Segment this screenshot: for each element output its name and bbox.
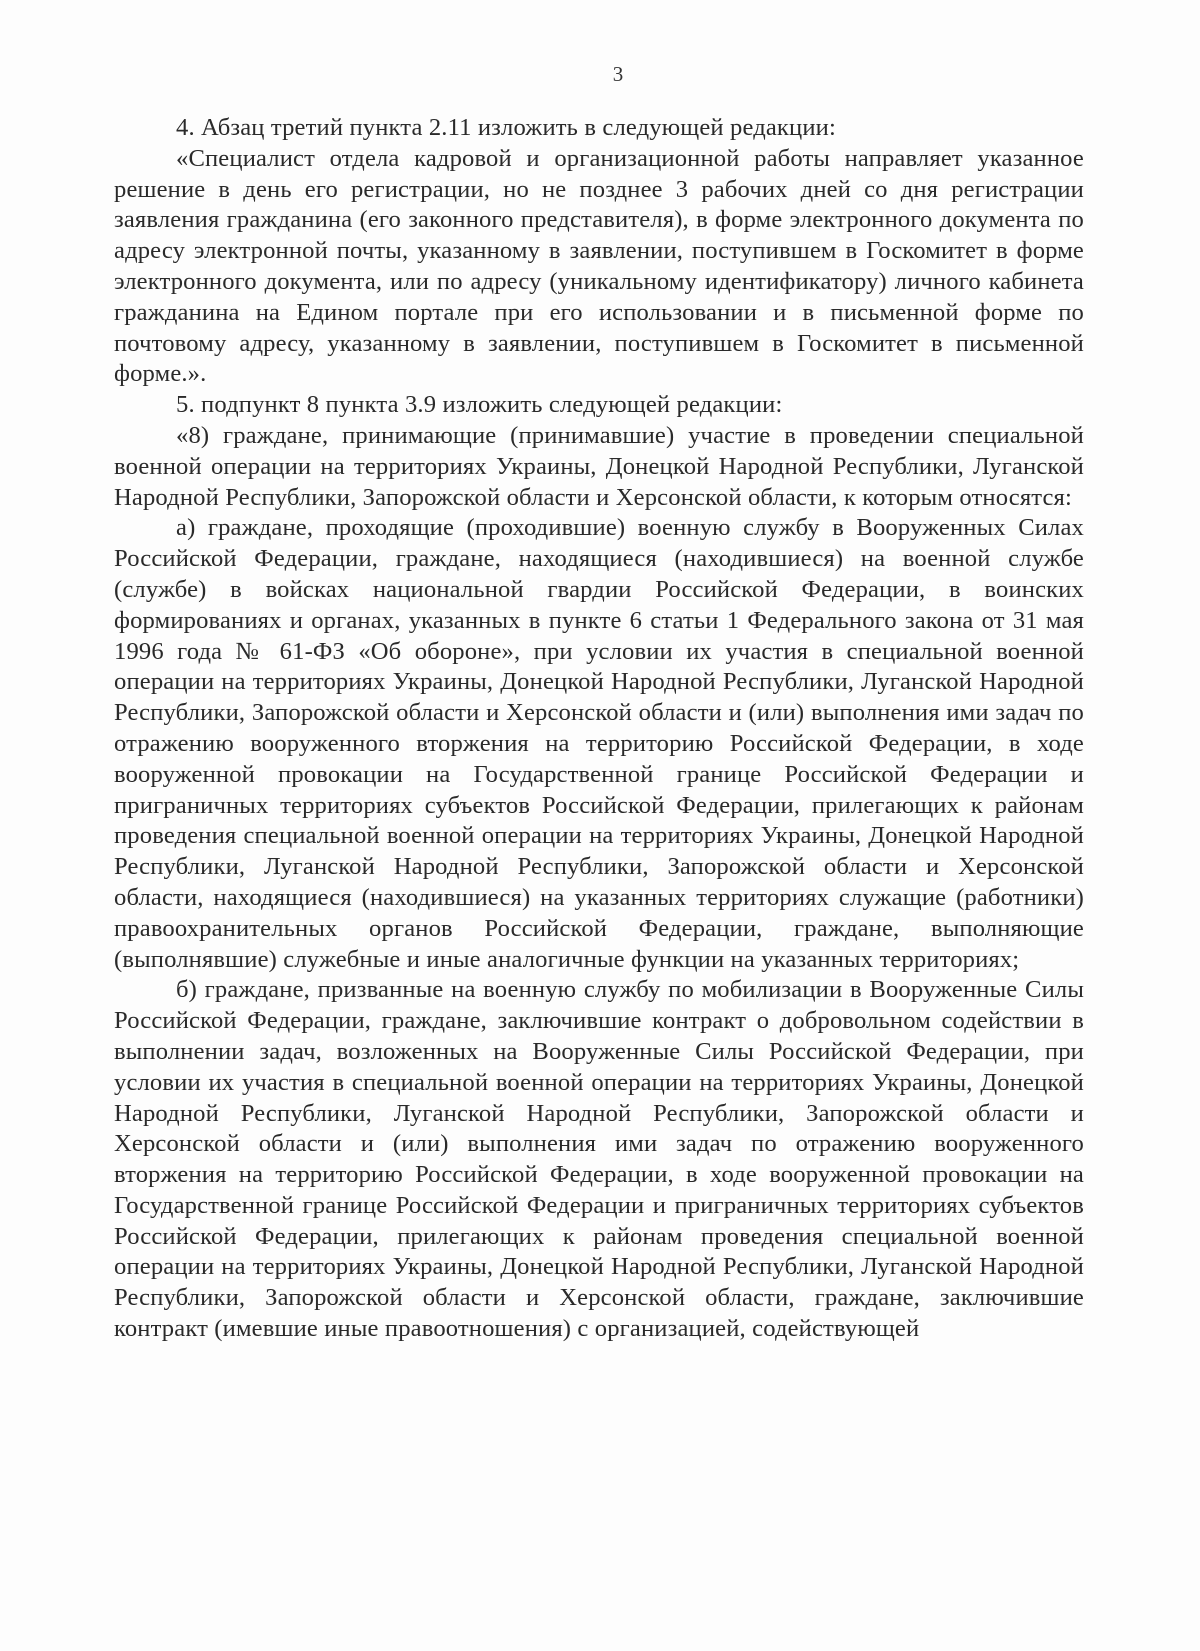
paragraph-item-4-header: 4. Абзац третий пункта 2.11 изложить в следующей редакции: <box>176 114 836 141</box>
paragraph-subitem-b: б) граждане, призванные на военную службу по мобилизации в Вооруженные Силы Российской Федерации, граждане, заключившие контракт о добровольном содействии в выполнении задач, возложенных на Вооруженные Силы Российской Федерации, при условии их участия в специальной военной операции на территориях Украины, Донецкой Народной Республики, Луганской Народной Республики, Запорожской области и Херсонской области и (или) выполнения ими задач по отражению вооруженного вторжения на территорию Российской Федерации, в ходе вооруженной провокации на Государственной границе Российской Федерации и приграничных территориях субъектов Российской Федерации, прилегающих к районам проведения специальной военной операции на территориях Украины, Донецкой Народной Республики, Луганской Народной Республики, Запорожской области и Херсонской области, граждане, заключившие контракт (имевшие иные правоотношения) с организацией, содействующей <box>114 976 1084 1343</box>
paragraph-item-5-header: 5. подпункт 8 пункта 3.9 изложить следующей редакции: <box>176 391 783 419</box>
paragraph-subitem-8: «8) граждане, принимающие (принимавшие) участие в проведении специальной военной операции на территориях Украины, Донецкой Народной Республики, Луганской Народной Республики, Запорожской области и Херсонской области, к которым относятся: <box>114 421 1084 511</box>
page-number: 3 <box>612 62 624 86</box>
paragraph-item-4-quote: «Специалист отдела кадровой и организационной работы направляет указанное решение в день его регистрации, но не позднее 3 рабочих дней со дня регистрации заявления гражданина (его законного представителя), в форме электронного документа по адресу электронной почты, указанному в заявлении, поступившем в Госкомитет в форме электронного документа, или по адресу (уникальному идентификатору) личного кабинета гражданина на Едином портале при его использовании и в письменной форме по почтовому адресу, указанному в заявлении, поступившем в Госкомитет в письменной форме.». <box>114 144 1084 388</box>
paragraph-subitem-a: а) граждане, проходящие (проходившие) военную службу в Вооруженных Силах Российской Федерации, граждане, находящиеся (находившиеся) на военной службе (службе) в войсках национальной гвардии Российской Федерации, в воинских формированиях и органах, указанных в пункте 6 статьи 1 Федерального закона от 31 мая 1996 года № 61-ФЗ «Об обороне», при условии их участия в специальной военной операции на территориях Украины, Донецкой Народной Республики, Луганской Народной Республики, Запорожской области и Херсонской области и (или) выполнения ими задач по отражению вооруженного вторжения на территорию Российской Федерации, в ходе вооруженной провокации на Государственной границе Российской Федерации и приграничных территориях субъектов Российской Федерации, прилегающих к районам проведения специальной военной операции на территориях Украины, Донецкой Народной Республики, Луганской Народной Республики, Запорожской области и Херсонской области, находящиеся (находившиеся) на указанных территориях служащие (работники) правоохранительных органов Российской Федерации, граждане, выполняющие (выполнявшие) служебные и иные аналогичные функции на указанных территориях; <box>114 514 1084 973</box>
document-body <box>114 113 1084 1345</box>
